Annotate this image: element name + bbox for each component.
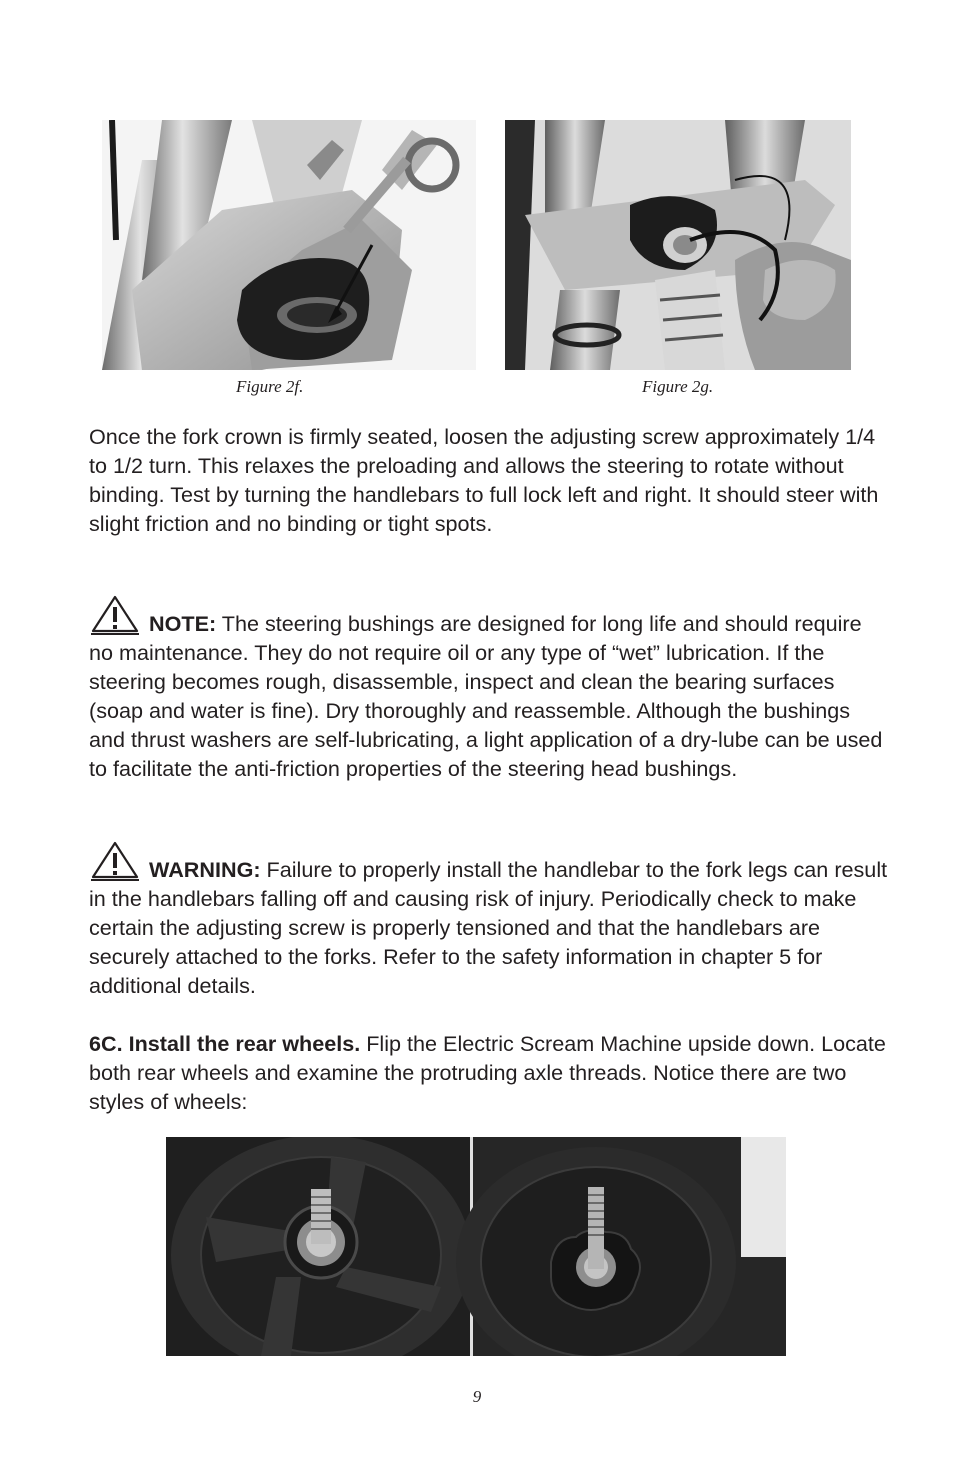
- warning-triangle-icon: [89, 841, 141, 881]
- step-6c-paragraph: [89, 1029, 889, 1116]
- rear-wheels-photo: [166, 1137, 786, 1356]
- step-6c-heading: 6C. Install the rear wheels.: [89, 1031, 361, 1056]
- figure-2f-caption: Figure 2f.: [236, 377, 304, 396]
- warning-paragraph: [89, 841, 889, 1000]
- paragraph-fork-crown: Once the fork crown is firmly seated, loosen the adjusting screw approximately 1/4 to 1/2 turn. This relaxes the preloading and allows the steering to rotate without binding. Test by turning the handlebars to full lock left and right. It should steer with slight friction and no binding or tight spots.: [89, 424, 879, 536]
- page-number: 9: [472, 1387, 482, 1406]
- warning-label: WARNING:: [149, 857, 261, 882]
- step-6c-text: Flip the Electric Scream Machine upside down. Locate both rear wheels and examine the protruding axle threads. Notice there are two styles of wheels:: [89, 1031, 886, 1114]
- warning-text: Failure to properly install the handlebar to the fork legs can result in the handlebars falling off and causing risk of injury. Periodically check to make certain the adjusting screw is properly tensioned and that the handlebars are securely attached to the forks. Refer to the safety information in chapter 5 for additional details.: [89, 857, 888, 998]
- warning-triangle-icon: [89, 595, 141, 635]
- note-paragraph: [89, 595, 889, 783]
- figure-2f-photo: [102, 120, 476, 370]
- figure-2g-caption: Figure 2g.: [642, 377, 714, 396]
- figure-2g-photo: [505, 120, 851, 370]
- note-text: The steering bushings are designed for long life and should require no maintenance. They do not require oil or any type of “wet” lubrication. If the steering becomes rough, disassemble, inspect and clean the bearing surfaces (soap and water is fine). Dry thoroughly and reassemble. Although the bushings and thrust washers are self-lubricating, a light application of a dry-lube can be used to facilitate the anti-friction properties of the steering head bushings.: [89, 611, 883, 781]
- note-label: NOTE:: [149, 611, 217, 636]
